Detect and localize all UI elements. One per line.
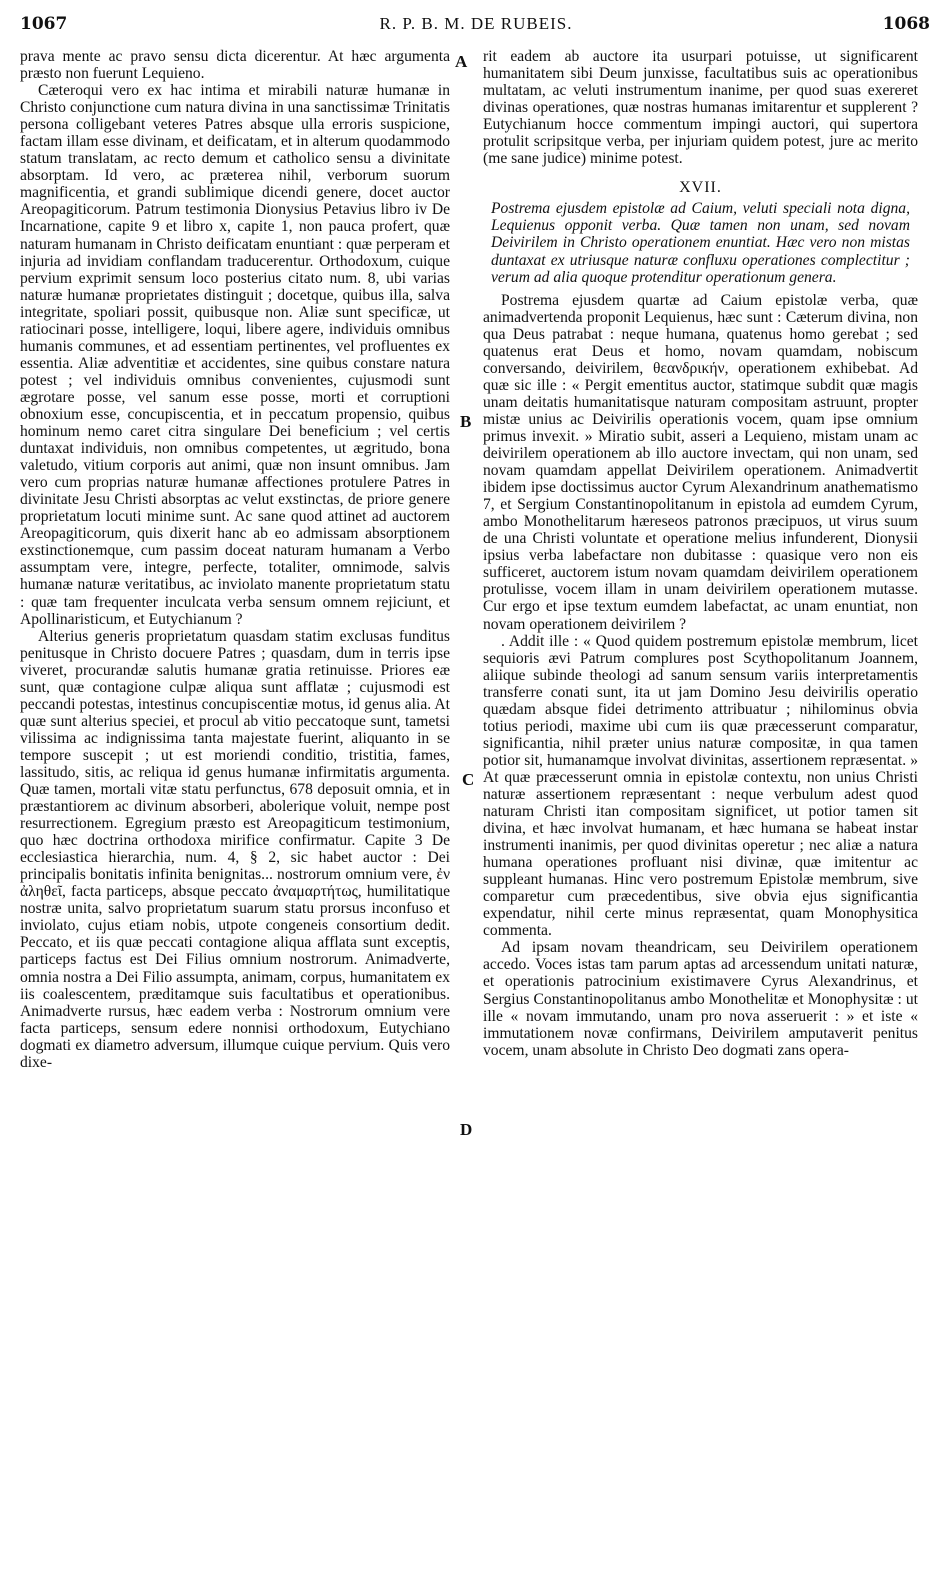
page-number-right: 1068	[882, 14, 930, 34]
left-paragraph-3: Alterius generis proprietatum quasdam statim exclusas funditus penitusque in Christo docuere Patres ; quasdam, dum in terris ipse viveret, procurandæ salutis humanæ gratia retinuisse. Priores eæ sunt, quæ contagione culpæ aliqua sunt afflatæ ; cujusmodi est peccandi potestas, intestinus concupiscentiæ motus, id genus alia. At quæ sunt alterius speciei, et procul ab vitio peccatoque sunt, tametsi vilissima ac indignissima tanta majestate fuerint, aliquanto in se tempore suscepit ; ut est moriendi conditio, tristitia, fames, lassitudo, sitis, ac reliqua id genus humanæ infirmitatis argumenta. Quæ tamen, mortali vitæ statu perfunctus, 678 deposuit omnia, et in præstantiorem ac divinum absorberi, abolerique voluit, nempe post resurrectionem. Egregium præsto est Areopagiticum testimonium, quo hæc doctrina orthodoxa mirifice confirmatur. Capite 3 De ecclesiastica hierarchia, num. 4, § 2, sic habet auctor : Dei principalis bonitatis infinita benignitas... nostrorum omnium vere, ἐν ἀληθεῖ, facta particeps, absque peccato ἀναμαρτήτως, humilitatique nostræ unita, salvo proprietatum suarum statu prorsus inconfuso et inviolato, cujus etiam nobis, utpote congeneis consortium dedit. Peccato, et iis quæ peccati contagione aliqua afflata sunt exceptis, particeps factus est Dei Filius omnium nostrorum. Animadverte, omnia nostra a Dei Filio assumpta, animam, corpus, humanitatem ex iis coalescentem, præditamque suis facultatibus et operationibus. Animadverte rursus, hæc eadem verba : Nostrorum omnium vere facta particeps, sensum edere nonnisi orthodoxum, Eutychiano dogmati ex diametro adversum, illumque cuique pervium. Quis vero dixe-	[20, 627, 450, 1071]
right-paragraph-1: rit eadem ab auctore ita usurpari potuisse, ut significarent humanitatem sibi Deum junxisse, facultatibus suis ac operationibus multatam, ac veluti instrumentum inanime, per quod suas exereret divinas operationes, quæ nostras humanas imitarentur et supplerent ? Eutychianum hocce commentum impingi auctori, qui supertora protulit scripsitque verba, per injuriam quidem potest, jure ac merito (me sane judice) minime potest.	[483, 48, 918, 168]
right-column	[483, 48, 918, 1059]
margin-marker-d: D	[460, 1120, 473, 1139]
section-summary	[491, 200, 910, 285]
margin-marker-b: B	[460, 412, 472, 431]
left-paragraph-2: Cæteroqui vero ex hac intima et mirabili naturæ humanæ in Christo conjunctione cum natura divina in una sanctissimæ Trinitatis persona colligebant veteres Patres absque ulla erroris suspicione, factam illam esse divinam, et deificatam, et in alterum quodammodo statum translatam, ac recto demum et catholico sensu a divinitate absorptam. Id vero, ac præterea nihil, verborum suorum magnificentia, et grandi sublimique dicendi genere, docet auctor Areopagiticorum. Patrum testimonia Dionysius Petavius libro iv De Incarnatione, capite 9 et libro x, capite 1, non pauca profert, quæ naturam humanam in Christo deificatam enuntiant : quæ perperam et injuria ad invidiam conflandam traducerentur. Orthodoxum, cuique pervium exprimit sensum loco posterius citato num. 8, ubi varias naturæ humanæ proprietates distinguit ; docetque, quibus illa, salva integritate, spoliari possit, quibusque non. Aliæ sunt specificæ, ut ratiocinari posse, intelligere, loqui, libere agere, individuis omnibus humanis communes, et ad essentiam pertinentes, vel profluentes ex essentia. Aliæ adventitiæ et accidentes, sine quibus constare natura potest ; vel individuis omnibus convenientes, cujusmodi sunt ægrotare posse, vel sanum esse posse, morti et corruptioni obnoxium esse, concupiscentia, et in peccatum propensio, quibus hominum nemo caret citra singulare Dei beneficium ; vel certis duntaxat individuis, non omnibus competentes, ut ægritudo, bona valetudo, vitium corporis aut animi, quæ non insunt omnibus. Jam vero cum proprias naturæ humanæ affectiones protulere Patres in divinitate Jesu Christi absorptas ac velut exstinctas, de priore genere proprietatum locuti minime sunt. Ac sane quod attinet ad auctorem Areopagiticorum, quis dixerit hanc ab eo admissam absorptionem exstinctionemque, cum passim doceat naturam humanam a Verbo assumptam vere, integre, perfecte, totaliter, omnimode, salvis humanæ naturæ veritatibus, ac inviolato manente proprietatum statu : quæ tam frequenter inculcata verba sensum omnem rejiciunt, et Apollinaristicum, et Eutychianum ?	[20, 82, 451, 628]
section-number: XVII.	[679, 179, 722, 197]
right-paragraph-3: . Addit ille : « Quod quidem postremum epistolæ membrum, licet sequioris ævi Patrum complures post Scythopolitanum Joannem, aliique subinde theologi ad sanum sensum variis interpretamentis transferre conati sunt, ita ut jam Domino Jesu deivirilis operatio quædam absque fidei detrimento attribuatur ; nihilominus obvia totius periodi, maxime ubi cum iis quæ præcesserunt comparatur, significantia, nihil præter unius naturæ compositæ, in qua tamen potior sit, humanamque involvat divinitas, assertionem repræsentat. » At quæ præcesserunt omnia in epistolæ contextu, non unius Christi naturæ assertionem repræsentant : neque verbulum adest quod naturam Christi itan compositam significet, ut potior tamen sit divina, et hæc involvat humanam, et hæc humana se habeat instar instrumenti inanimis, per quod divinitas operetur ; nec aliæ a natura humana operationes profluant nisi divinæ, quæ imitentur ac suppleant humanas. Hinc vero postremum Epistolæ membrum, sive comparetur cum præcedentibus, sive obvia ejus significantia expendatur, nihil certe minus repræsentat, quam Monophysitica commenta.	[483, 632, 918, 940]
section-summary-text: Postrema ejusdem epistolæ ad Caium, veluti speciali nota digna, Lequienus opponit verba. Quæ tamen non unam, sed novam Deivirilem in Christo operationem enuntiat. Hæc vero non mistas duntaxat ex utriusque naturæ confluxu operationes complectitur ; verum ad alia quoque protenditur operationum genera.	[491, 200, 910, 286]
page-header	[0, 14, 952, 38]
left-paragraph-1: prava mente ac pravo sensu dicta dicerentur. At hæc argumenta præsto non fuerunt Lequieno.	[20, 48, 450, 83]
margin-marker-c: C	[462, 770, 475, 789]
margin-marker-a: A	[455, 52, 468, 71]
page-number-left: 1067	[20, 14, 68, 34]
running-title: R. P. B. M. DE RUBEIS.	[379, 14, 573, 33]
right-paragraph-2: Postrema ejusdem quartæ ad Caium epistolæ verba, quæ animadvertenda proponit Lequienus, hæc sunt : Cæterum divina, non qua Deus patrabat : neque humana, quatenus homo gerebat ; sed quatenus erat Deus et homo, novam quamdam, nobiscum conversando, deivirilem, θεανδρικήν, operationem exhibebat. Ad quæ sic ille : « Pergit ementitus auctor, statimque subdit quæ magis unam deitatis humanitatisque naturam compositam astruunt, propter mistæ unius ac Deivirilis operationis vocem, quam ipse omnium primus invexit. » Miratio subit, asseri a Lequieno, mistam unam ac deivirilem operationem ab illo auctore invectam, qui non unam, sed novam quamdam appellat Deivirilem operationem. Animadvertit ibidem ipse doctissimus auctor Cyrum Alexandrinum anathematismo 7, et Sergium Constantinopolitanum in epistola ad eumdem Cyrum, ambo Monothelitarum hæreseos patronos præcipuos, ut virus suum de una Christi voluntate et operatione melius infunderent, Dionysii ipsius verba labefactare non dubitasse : quasique vero non eis sufficeret, auctorem istum novam quamdam deivirilem operationem protulisse, vocem illam in unam deivirilem operationem mutasse. Cur ergo et ipse textum eumdem labefactat, ac unam enuntiat, non novam operationem deivirilem ?	[483, 291, 918, 633]
right-paragraph-4: Ad ipsam novam theandricam, seu Deivirilem operationem accedo. Voces istas tam parum aptas ad arcessendum unitati naturæ, et operationis patrocinium existimavere Cyrus Alexandrinus, et Sergius Constantinopolitanus ambo Monothelitæ et Monophysitæ : ut ille « novam immutando, unam pro nova asseruerit : » et iste « immutationem novæ confirmans, Deivirilem amputaverit penitus vocem, unam absolute in Christo Deo dogmati zans opera-	[483, 939, 918, 1059]
left-column	[20, 48, 450, 1071]
